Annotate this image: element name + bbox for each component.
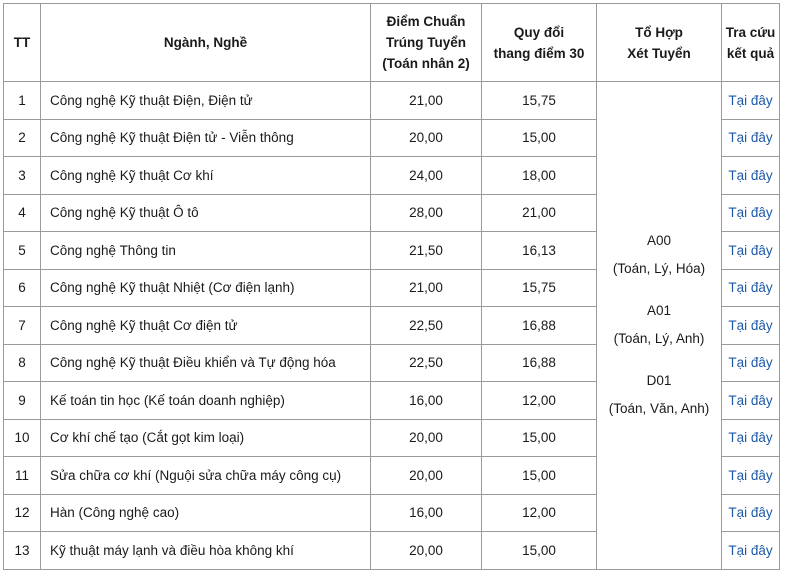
lookup-result-link[interactable]: Tại đây — [728, 205, 773, 221]
major-name: Công nghệ Kỹ thuật Cơ khí — [41, 157, 371, 195]
row-number: 3 — [4, 157, 41, 195]
lookup-result-link[interactable]: Tại đây — [728, 130, 773, 146]
major-name: Công nghệ Kỹ thuật Điện tử - Viễn thông — [41, 119, 371, 157]
cutoff-score: 16,00 — [371, 494, 482, 532]
row-number: 7 — [4, 307, 41, 345]
row-number: 2 — [4, 119, 41, 157]
converted-score: 15,75 — [482, 82, 597, 120]
lookup-cell — [722, 382, 780, 420]
header-lookup — [722, 4, 780, 82]
cutoff-score: 20,00 — [371, 457, 482, 495]
major-name: Công nghệ Kỹ thuật Điện, Điện tử — [41, 82, 371, 120]
header-tt: TT — [4, 4, 41, 82]
header-converted-line-2: thang điểm 30 — [493, 45, 585, 61]
cutoff-score: 21,50 — [371, 232, 482, 270]
cutoff-score: 20,00 — [371, 532, 482, 570]
converted-score: 16,88 — [482, 344, 597, 382]
major-name: Kỹ thuật máy lạnh và điều hòa không khí — [41, 532, 371, 570]
lookup-result-link[interactable]: Tại đây — [728, 280, 773, 296]
converted-score: 15,00 — [482, 532, 597, 570]
major-name: Hàn (Công nghệ cao) — [41, 494, 371, 532]
header-score — [371, 4, 482, 82]
converted-score: 16,13 — [482, 232, 597, 270]
major-name: Cơ khí chế tạo (Cắt gọt kim loại) — [41, 419, 371, 457]
combination-code: D01 — [646, 373, 672, 389]
major-name: Công nghệ Kỹ thuật Nhiệt (Cơ điện lạnh) — [41, 269, 371, 307]
header-combination-line-2: Xét Tuyển — [627, 45, 691, 61]
header-lookup-line-1: Tra cứu — [725, 24, 776, 40]
lookup-cell — [722, 344, 780, 382]
lookup-cell — [722, 419, 780, 457]
lookup-result-link[interactable]: Tại đây — [728, 242, 773, 258]
cutoff-score: 21,00 — [371, 269, 482, 307]
converted-score: 15,75 — [482, 269, 597, 307]
row-number: 10 — [4, 419, 41, 457]
cutoff-score: 22,50 — [371, 307, 482, 345]
cutoff-score: 20,00 — [371, 119, 482, 157]
header-major: Ngành, Nghề — [41, 4, 371, 82]
header-score-line-3: (Toán nhân 2) — [382, 56, 470, 71]
lookup-result-link[interactable]: Tại đây — [728, 167, 773, 183]
header-converted-line-1: Quy đổi — [513, 24, 565, 40]
header-score-line-1: Điểm Chuẩn — [386, 14, 466, 29]
converted-score: 18,00 — [482, 157, 597, 195]
admission-score-table — [3, 3, 780, 570]
major-name: Kế toán tin học (Kế toán doanh nghiệp) — [41, 382, 371, 420]
major-name: Công nghệ Kỹ thuật Cơ điện tử — [41, 307, 371, 345]
major-name: Sửa chữa cơ khí (Nguội sửa chữa máy công cụ) — [41, 457, 371, 495]
cutoff-score: 16,00 — [371, 382, 482, 420]
row-number: 13 — [4, 532, 41, 570]
header-combination-line-1: Tổ Hợp — [635, 24, 683, 40]
combination-code: A01 — [646, 303, 672, 319]
row-number: 1 — [4, 82, 41, 120]
row-number: 9 — [4, 382, 41, 420]
converted-score: 16,88 — [482, 307, 597, 345]
header-combination — [597, 4, 722, 82]
combination-subjects: (Toán, Văn, Anh) — [608, 401, 710, 417]
lookup-cell — [722, 119, 780, 157]
lookup-result-link[interactable]: Tại đây — [728, 355, 773, 371]
lookup-cell — [722, 269, 780, 307]
lookup-result-link[interactable]: Tại đây — [728, 317, 773, 333]
cutoff-score: 21,00 — [371, 82, 482, 120]
lookup-cell — [722, 494, 780, 532]
header-score-line-2: Trúng Tuyển — [386, 35, 466, 50]
header-lookup-line-2: kết quả — [726, 45, 775, 61]
lookup-result-link[interactable]: Tại đây — [728, 467, 773, 483]
lookup-result-link[interactable]: Tại đây — [728, 392, 773, 408]
row-number: 5 — [4, 232, 41, 270]
row-number: 8 — [4, 344, 41, 382]
lookup-result-link[interactable]: Tại đây — [728, 542, 773, 558]
row-number: 12 — [4, 494, 41, 532]
converted-score: 15,00 — [482, 419, 597, 457]
lookup-cell — [722, 232, 780, 270]
row-number: 4 — [4, 194, 41, 232]
lookup-cell — [722, 532, 780, 570]
converted-score: 12,00 — [482, 494, 597, 532]
subject-combinations — [597, 82, 722, 570]
table-row — [4, 82, 780, 120]
major-name: Công nghệ Thông tin — [41, 232, 371, 270]
header-row — [4, 4, 780, 82]
lookup-cell — [722, 157, 780, 195]
combination-code: A00 — [646, 233, 672, 249]
converted-score: 12,00 — [482, 382, 597, 420]
converted-score: 15,00 — [482, 119, 597, 157]
lookup-result-link[interactable]: Tại đây — [728, 430, 773, 446]
converted-score: 21,00 — [482, 194, 597, 232]
lookup-cell — [722, 457, 780, 495]
major-name: Công nghệ Kỹ thuật Điều khiển và Tự động hóa — [41, 344, 371, 382]
cutoff-score: 22,50 — [371, 344, 482, 382]
row-number: 6 — [4, 269, 41, 307]
cutoff-score: 24,00 — [371, 157, 482, 195]
major-name: Công nghệ Kỹ thuật Ô tô — [41, 194, 371, 232]
table-body — [4, 82, 780, 570]
lookup-result-link[interactable]: Tại đây — [728, 92, 773, 108]
cutoff-score: 28,00 — [371, 194, 482, 232]
combination-subjects: (Toán, Lý, Hóa) — [612, 261, 706, 277]
cutoff-score: 20,00 — [371, 419, 482, 457]
converted-score: 15,00 — [482, 457, 597, 495]
row-number: 11 — [4, 457, 41, 495]
header-converted — [482, 4, 597, 82]
lookup-result-link[interactable]: Tại đây — [728, 505, 773, 521]
lookup-cell — [722, 194, 780, 232]
combination-subjects: (Toán, Lý, Anh) — [613, 331, 705, 347]
lookup-cell — [722, 307, 780, 345]
lookup-cell — [722, 82, 780, 120]
